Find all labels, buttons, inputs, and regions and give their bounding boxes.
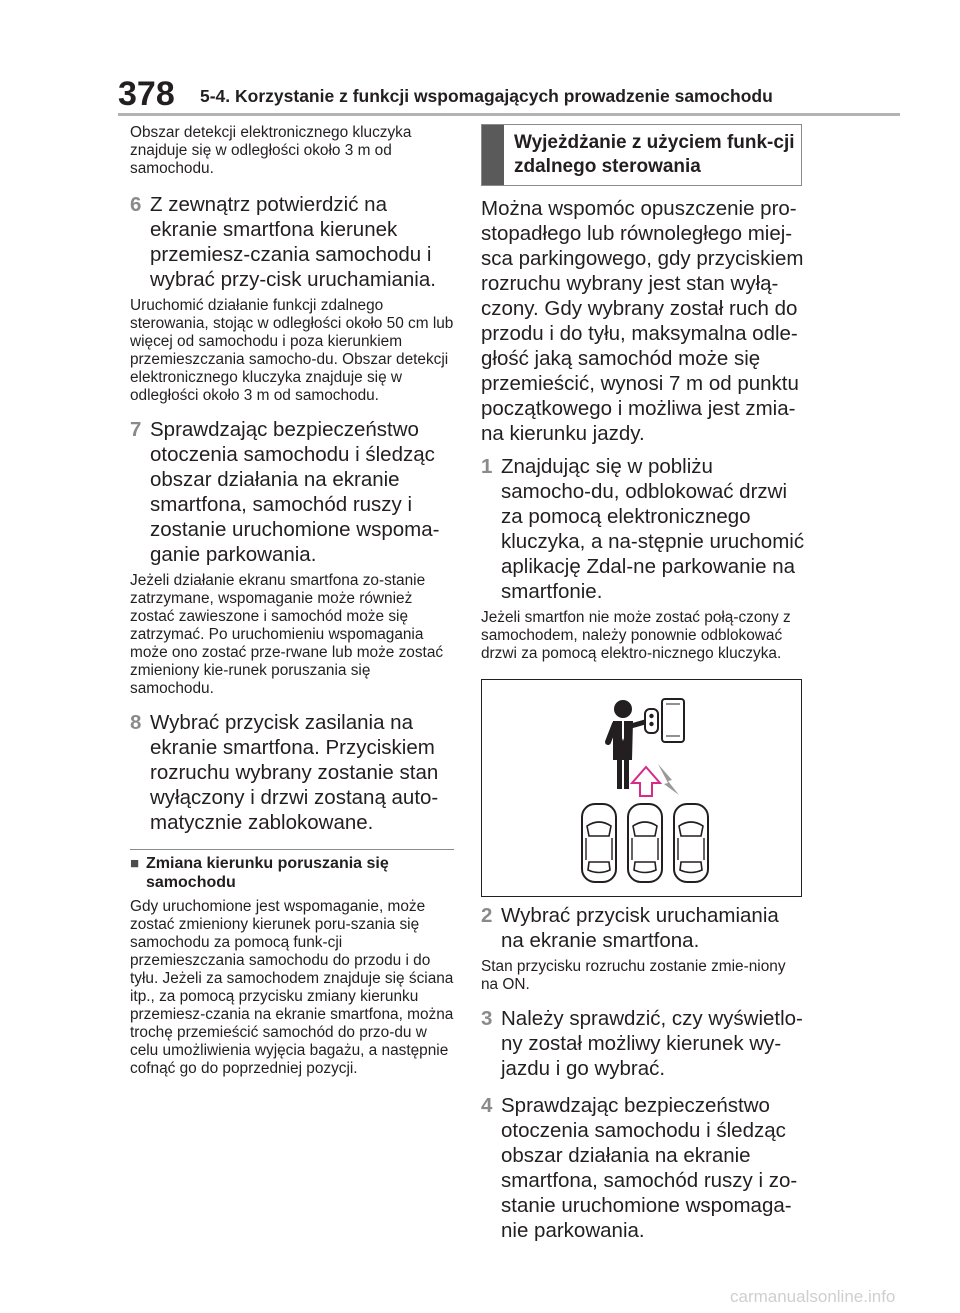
- step-7-number: 7: [130, 418, 142, 441]
- step-7: [130, 417, 454, 567]
- signal-icon: [658, 764, 679, 795]
- car-icon: [674, 804, 708, 882]
- step-6-text: Z zewnątrz potwierdzić na ekranie smartfona kierunek przemiesz-czania samochodu i wybrać przy-cisk uruchamiania.: [150, 193, 436, 291]
- step-7-text: Sprawdzając bezpieczeństwo otoczenia samochodu i śledząc obszar działania na ekranie smartfona, samochód ruszy i zostanie uruchomione wspoma-ganie parkowania.: [150, 418, 440, 566]
- step-1-note: Jeżeli smartfon nie może zostać połą-czony z samochodem, należy ponownie odblokować drzwi za pomocą elektro-nicznego kluczyka.: [481, 609, 791, 662]
- subheading-body: Gdy uruchomione jest wspomaganie, może zostać zmieniony kierunek poru-szania się samochodu za pomocą funk-cji przemieszczania samochodu do przodu i do tyłu. Jeżeli za samochodem znajduje się ściana itp., za pomocą przycisku zmiany kierunku przemiesz-czania na ekranie smartfona, można trochę przemieścić samochód do przo-du w celu umożliwienia wyjęcia bagażu, a następnie cofnąć go do poprzedniej pozycji.: [130, 898, 454, 1077]
- watermark: carmanualsonline.info: [730, 1287, 896, 1306]
- right-column: [481, 124, 805, 1243]
- step-6-note: Uruchomić działanie funkcji zdalnego sterowania, stojąc w odległości około 50 cm lub więcej od samochodu i poza kierunkiem przemieszczania samocho-du. Obszar detekcji elektronicznego kluczyka znajduje się w odległości około 3 m od samochodu.: [130, 297, 454, 404]
- step-3: [481, 1006, 805, 1081]
- step-2-note: Stan przycisku rozruchu zostanie zmie-niony na ON.: [481, 958, 786, 993]
- step-6: [130, 192, 454, 292]
- square-bullet-icon: ■: [130, 855, 140, 872]
- step-3-text: Należy sprawdzić, czy wyświetlo-ny został możliwy kierunek wy-jazdu i go wybrać.: [501, 1007, 803, 1080]
- left-column: [130, 124, 454, 1078]
- section-title-bar: [482, 125, 504, 185]
- step-3-number: 3: [481, 1007, 493, 1030]
- step-2: [481, 903, 805, 953]
- figure-illustration: [482, 680, 803, 898]
- step-8: [130, 710, 454, 835]
- subheading-rule: [130, 849, 454, 850]
- step-1-text: Znajdując się w pobliżu samocho-du, odblokować drzwi za pomocą elektronicznego kluczyka, a na-stępnie uruchomić aplikację Zdal-ne parkowanie na smartfonie.: [501, 455, 805, 603]
- left-intro: Obszar detekcji elektronicznego kluczyka znajduje się w odległości około 3 m od samochodu.: [130, 124, 412, 177]
- section-title: Wyjeżdżanie z użyciem funk-cji zdalnego sterowania: [514, 132, 795, 177]
- chapter-title: 5-4. Korzystanie z funkcji wspomagających prowadzenie samochodu: [200, 86, 773, 106]
- smart-key-icon: [645, 709, 658, 733]
- step-8-text: Wybrać przycisk zasilania na ekranie smartfona. Przyciskiem rozruchu wybrany zostanie stan wyłączony i drzwi zostaną auto-matycznie zablokowane.: [150, 711, 439, 834]
- subheading-text: Zmiana kierunku poruszania się samochodu: [146, 855, 389, 891]
- header-rule: [118, 113, 900, 116]
- step-6-number: 6: [130, 193, 142, 216]
- step-8-number: 8: [130, 711, 142, 734]
- subheading: [130, 854, 454, 892]
- section-title-box: [481, 124, 802, 186]
- step-2-text: Wybrać przycisk uruchamiania na ekranie smartfona.: [501, 904, 779, 952]
- step-1: [481, 454, 805, 604]
- arrow-up-icon: [632, 767, 660, 796]
- step-2-number: 2: [481, 904, 493, 927]
- right-intro: Można wspomóc opuszczenie pro-stopadłego lub równoległego miej-sca parkingowego, gdy przyciskiem rozruchu wybrany jest stan wyłą-czony. Gdy wybrany został ruch do przodu i do tyłu, maksymalna odle-głość jaką samochód może się przemieścić, wynosi 7 m od punktu początkowego i możliwa jest zmia-na kierunku jazdy.: [481, 197, 804, 445]
- step-4-number: 4: [481, 1094, 493, 1117]
- car-icon: [628, 804, 662, 882]
- step-7-note: Jeżeli działanie ekranu smartfona zo-stanie zatrzymane, wspomaganie może również zostać zawieszone i samochód może się zatrzymać. Po uruchomieniu wspomagania może ono zostać prze-rwane lub może zostać zmieniony kie-runek poruszania się samochodu.: [130, 572, 444, 697]
- smartphone-icon: [662, 699, 684, 742]
- step-4: [481, 1093, 805, 1243]
- page-number: 378: [118, 75, 175, 113]
- step-4-text: Sprawdzając bezpieczeństwo otoczenia samochodu i śledząc obszar działania na ekranie smartfona, samochód ruszy i zo-stanie uruchomione wspomaga-nie parkowania.: [501, 1094, 798, 1242]
- remote-parking-figure: [481, 679, 802, 897]
- step-1-number: 1: [481, 455, 493, 478]
- car-icon: [582, 804, 616, 882]
